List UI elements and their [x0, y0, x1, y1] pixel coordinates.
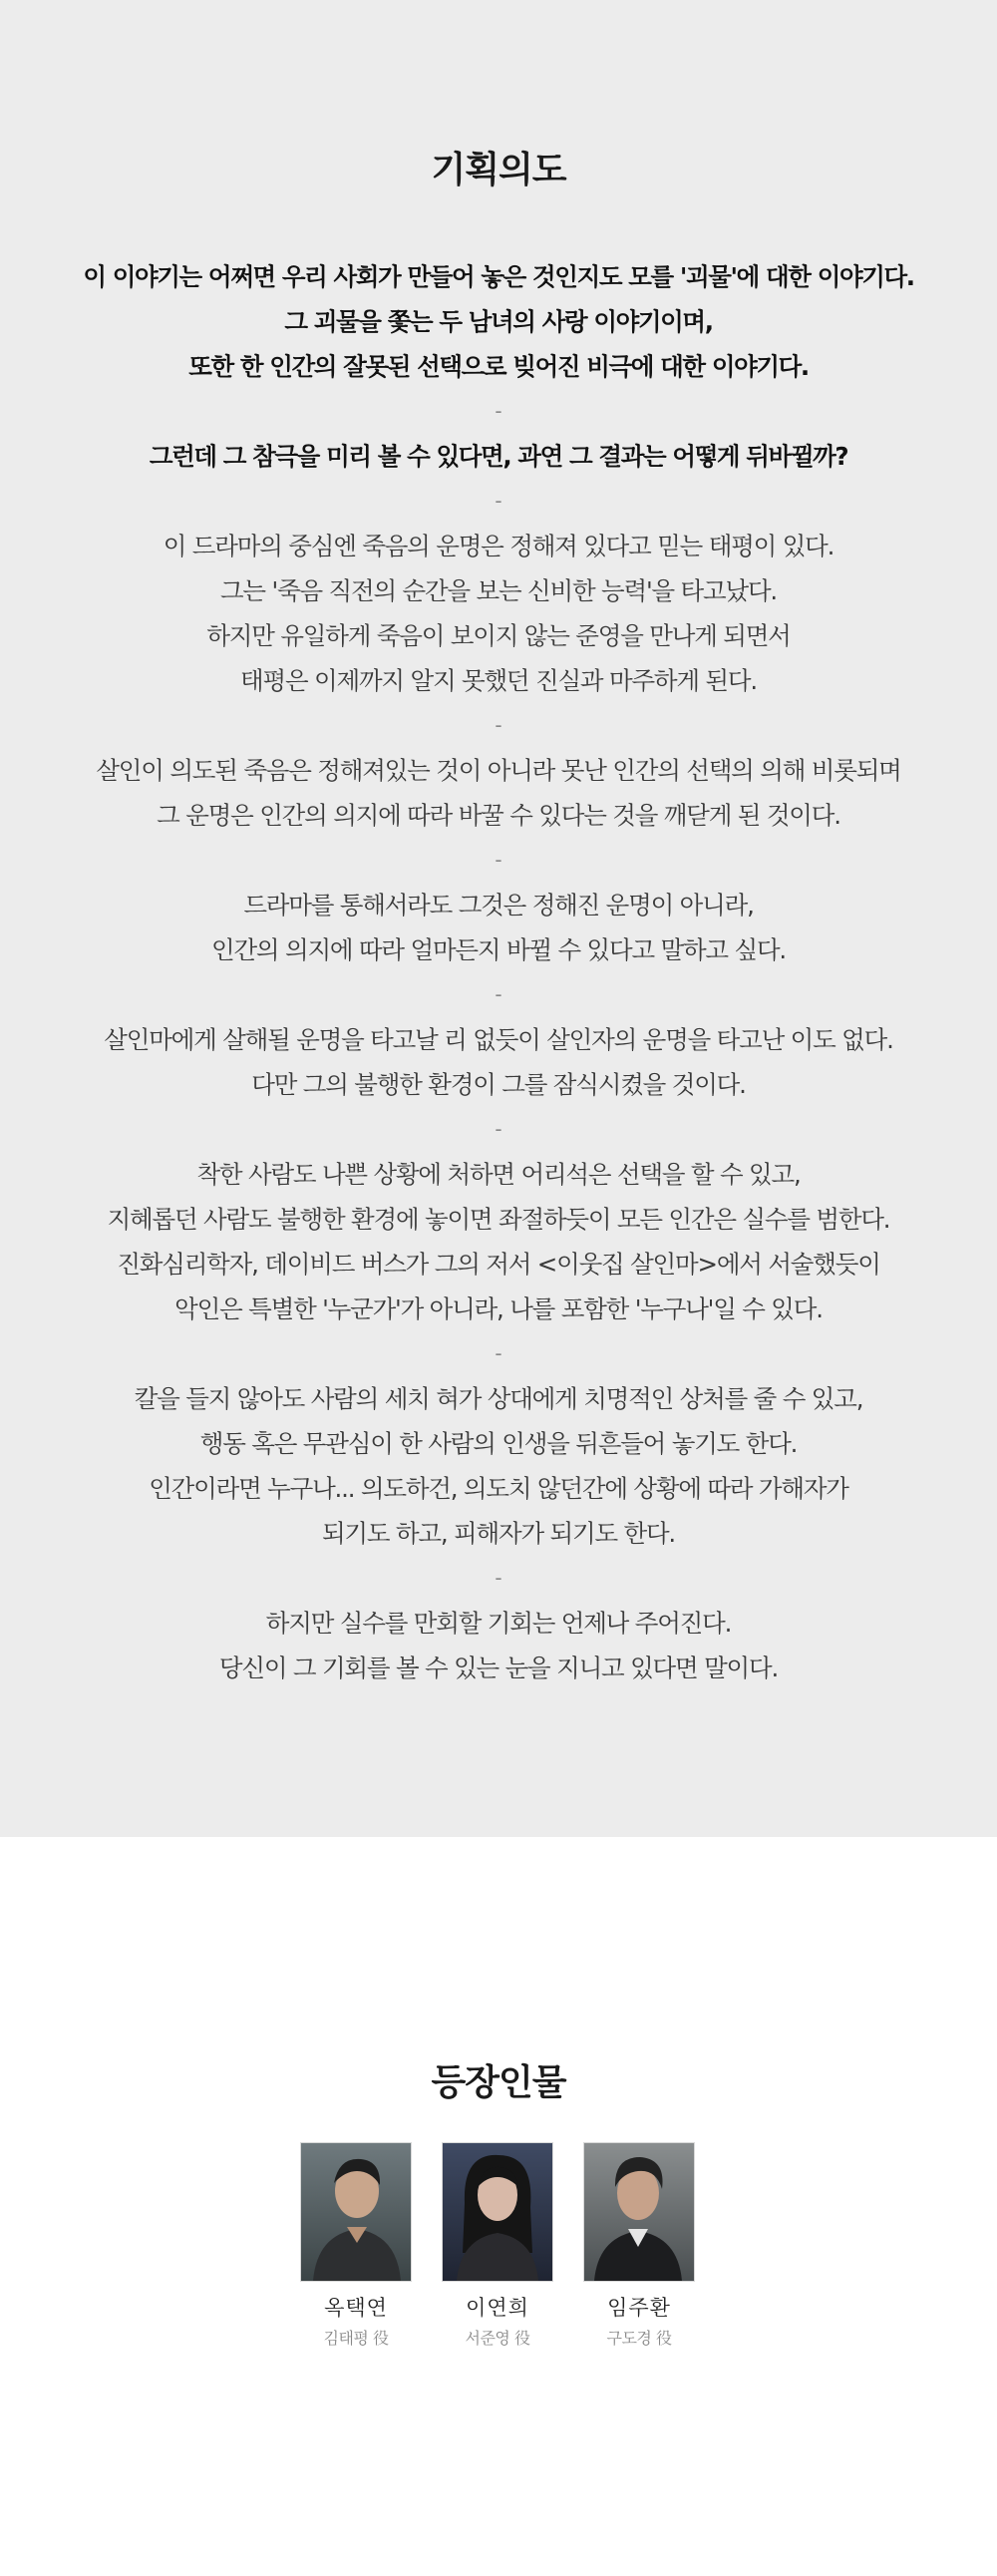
intent-line: 악인은 특별한 '누군가'가 아니라, 나를 포함한 '누구나'일 수 있다.	[174, 1294, 823, 1323]
intent-line: 하지만 유일하게 죽음이 보이지 않는 준영을 만나게 되면서	[206, 621, 791, 650]
intent-line: 살인마에게 살해될 운명을 타고날 리 없듯이 살인자의 운명을 타고난 이도 없다.	[104, 1025, 893, 1054]
cast-member-2[interactable]	[442, 2142, 553, 2349]
planning-intent-title: 기획의도	[431, 150, 566, 190]
intent-paragraph	[60, 883, 937, 972]
intent-line: 칼을 들지 않아도 사람의 세치 혀가 상대에게 치명적인 상처를 줄 수 있고,	[134, 1384, 863, 1413]
cast-role-2: 서준영 役	[465, 2329, 530, 2348]
intent-line: 이 드라마의 중심엔 죽음의 운명은 정해져 있다고 믿는 태평이 있다.	[163, 532, 834, 560]
cast-role-1: 김태평 役	[323, 2329, 389, 2348]
intent-paragraph	[60, 748, 937, 838]
intent-paragraph	[60, 524, 937, 703]
cast-name-2: 이연희	[466, 2296, 529, 2320]
intent-line: 다만 그의 불행한 환경이 그를 잠식시켰을 것이다.	[251, 1070, 746, 1099]
intent-line: 착한 사람도 나쁜 상황에 처하면 어리석은 선택을 할 수 있고,	[196, 1160, 801, 1189]
cast-photo-2	[442, 2142, 553, 2282]
intent-paragraph	[60, 254, 937, 389]
paragraph-separator: -	[495, 1566, 502, 1590]
intent-line: 진화심리학자, 데이비드 버스가 그의 저서 <이웃집 살인마>에서 서술했듯이	[117, 1250, 880, 1279]
intent-line: 행동 혹은 무관심이 한 사람의 인생을 뒤흔들어 놓기도 한다.	[199, 1429, 798, 1458]
intent-paragraph	[60, 1017, 937, 1107]
cast-section	[0, 1837, 997, 2576]
intent-paragraph	[60, 1152, 937, 1331]
cast-photo-1	[300, 2142, 412, 2282]
paragraph-separator: -	[495, 489, 502, 513]
intent-paragraph	[60, 1376, 937, 1556]
cast-member-3[interactable]	[583, 2142, 695, 2349]
intent-line: 지혜롭던 사람도 불행한 환경에 놓이면 좌절하듯이 모든 인간은 실수를 범한다.	[107, 1205, 890, 1234]
cast-photo-3	[583, 2142, 695, 2282]
intent-line: 그 운명은 인간의 의지에 따라 바꿀 수 있다는 것을 깨닫게 된 것이다.	[157, 801, 840, 830]
cast-title: 등장인물	[431, 2062, 566, 2103]
paragraph-separator: -	[495, 713, 502, 737]
cast-name-1: 옥택연	[324, 2296, 388, 2320]
intent-line: 인간이라면 누구나... 의도하건, 의도치 않던간에 상황에 따라 가해자가	[149, 1474, 848, 1503]
paragraph-separator: -	[495, 399, 502, 423]
intent-line: 이 이야기는 어쩌면 우리 사회가 만들어 놓은 것인지도 모를 '괴물'에 대한 이야기다.	[83, 262, 914, 291]
intent-line: 그 괴물을 쫓는 두 남녀의 사랑 이야기이며,	[284, 307, 713, 336]
paragraph-separator: -	[495, 1117, 502, 1141]
paragraph-separator: -	[495, 982, 502, 1006]
cast-role-3: 구도경 役	[606, 2329, 672, 2348]
intent-line: 인간의 의지에 따라 얼마든지 바뀔 수 있다고 말하고 싶다.	[210, 935, 787, 964]
paragraph-separator: -	[495, 1341, 502, 1365]
intent-paragraph	[60, 434, 937, 479]
intent-line: 드라마를 통해서라도 그것은 정해진 운명이 아니라,	[243, 891, 754, 920]
intent-line: 살인이 의도된 죽음은 정해져있는 것이 아니라 못난 인간의 선택의 의해 비롯되며	[96, 756, 901, 785]
intent-line: 태평은 이제까지 알지 못했던 진실과 마주하게 된다.	[240, 666, 757, 695]
intent-line: 그런데 그 참극을 미리 볼 수 있다면, 과연 그 결과는 어떻게 뒤바뀔까?	[149, 442, 848, 471]
cast-member-1[interactable]	[300, 2142, 412, 2349]
paragraph-separator: -	[495, 848, 502, 872]
intent-line: 당신이 그 기회를 볼 수 있는 눈을 지니고 있다면 말이다.	[218, 1654, 779, 1682]
planning-intent-body	[60, 254, 937, 1690]
cast-name-3: 임주환	[607, 2296, 671, 2320]
intent-line: 되기도 하고, 피해자가 되기도 한다.	[321, 1519, 676, 1548]
intent-line: 그는 '죽음 직전의 순간을 보는 신비한 능력'을 타고났다.	[219, 576, 778, 605]
intent-line: 하지만 실수를 만회할 기회는 언제나 주어진다.	[265, 1609, 732, 1638]
intent-paragraph	[60, 1601, 937, 1690]
intent-line: 또한 한 인간의 잘못된 선택으로 빚어진 비극에 대한 이야기다.	[188, 352, 809, 381]
